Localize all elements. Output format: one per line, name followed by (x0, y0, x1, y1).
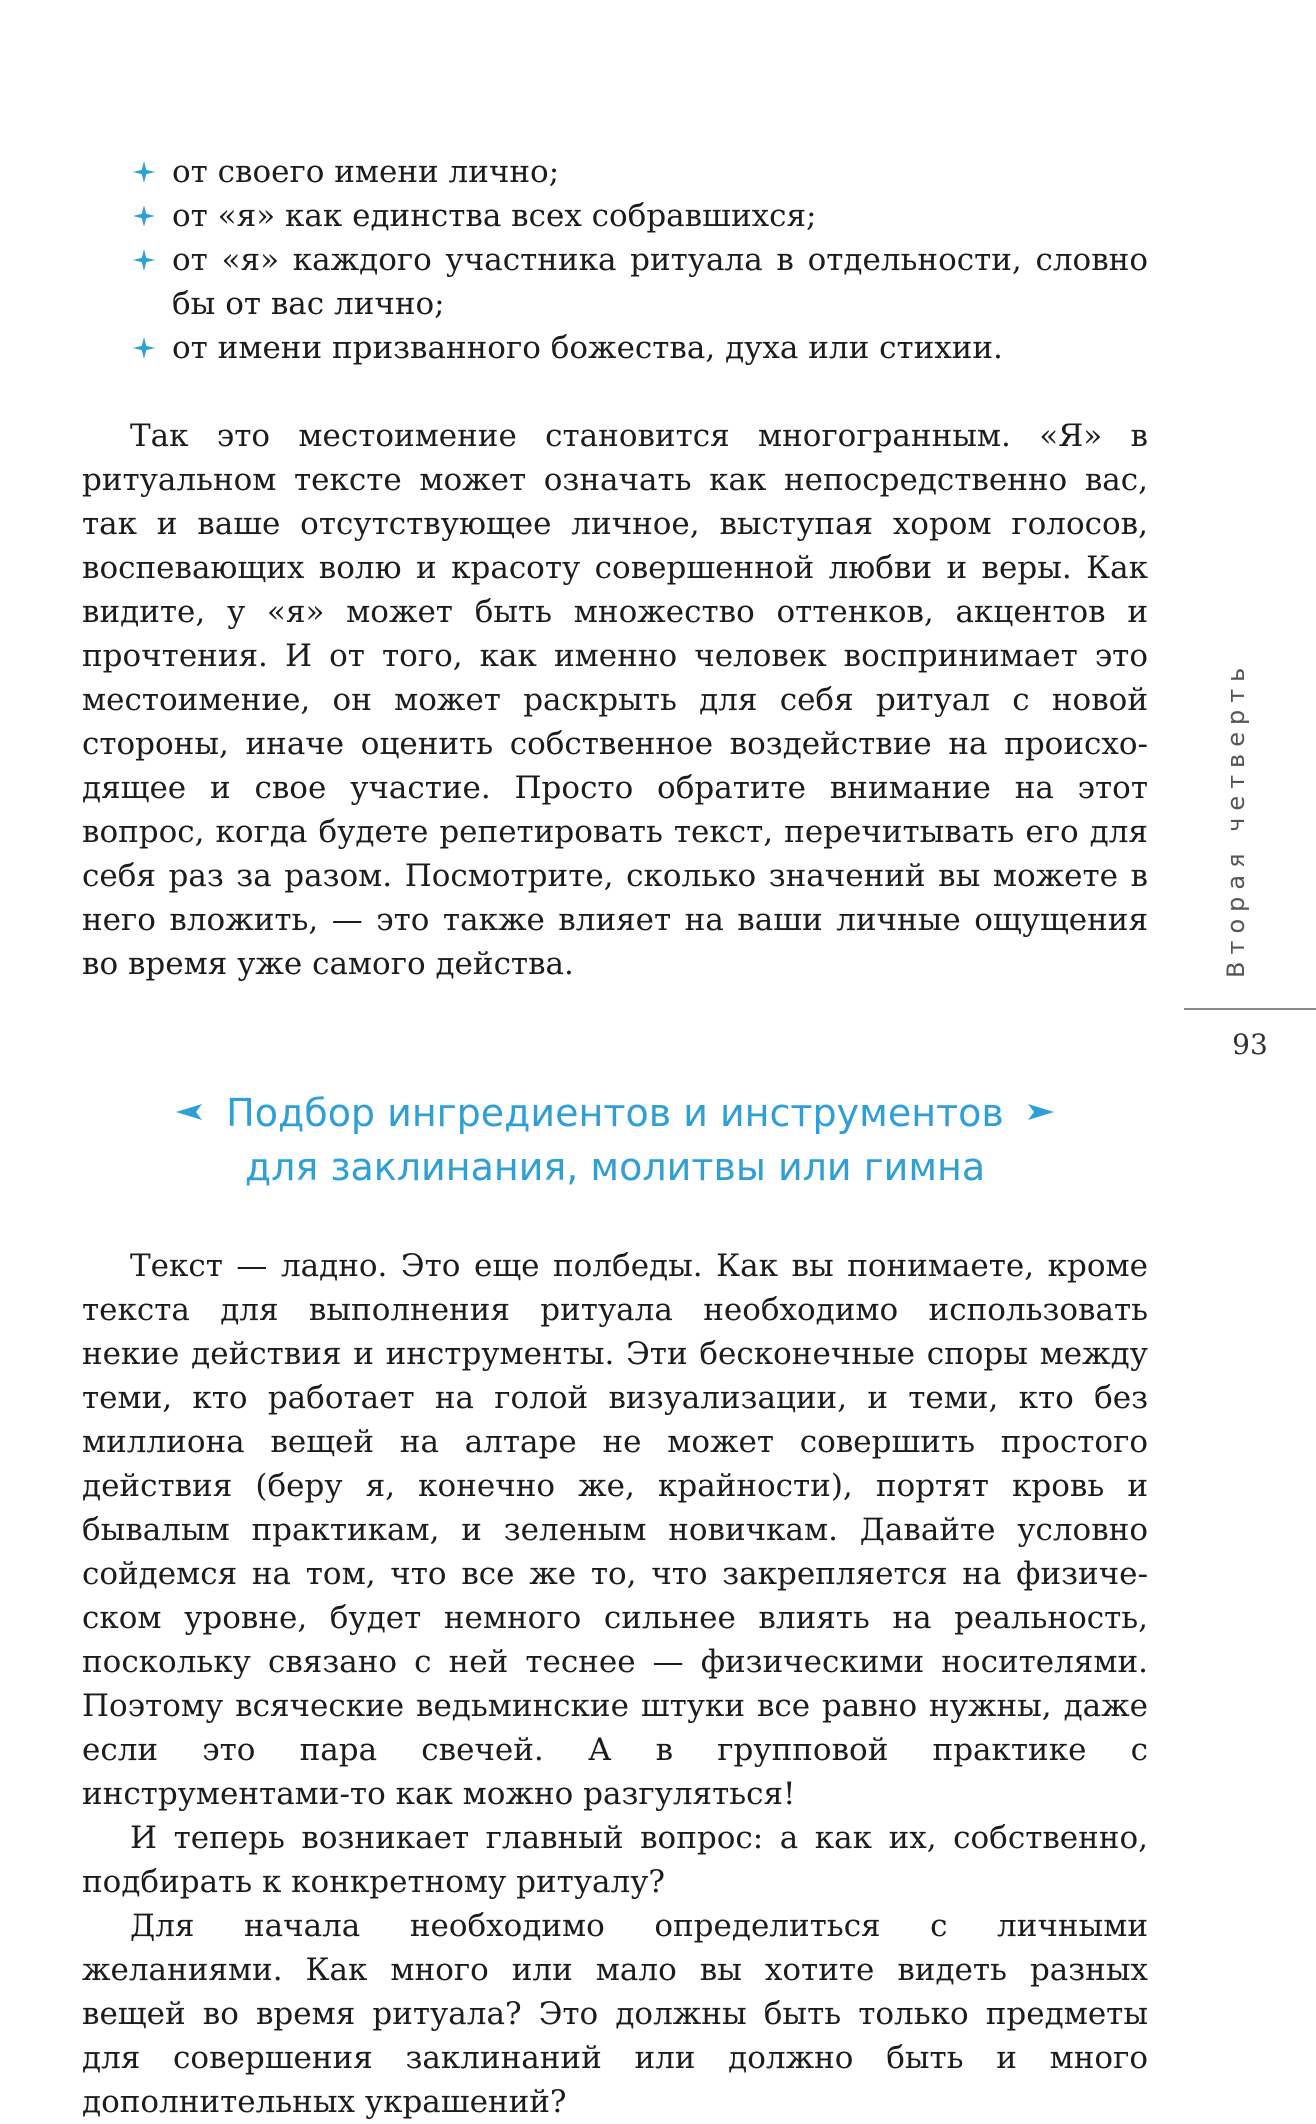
body-paragraph: Для начала необходимо определиться с личными желаниями. Как много или мало вы хотите видеть разных вещей во время ритуала? Это должны быть только предметы для совершения заклинаний или должно быть и много дополнительных украшений? (82, 1908, 1148, 2120)
star-bullet-icon (132, 204, 156, 228)
arrow-right-icon (1026, 1102, 1056, 1122)
list-item (82, 194, 1148, 238)
body-paragraph: Текст — ладно. Это еще полбеды. Как вы понимаете, кроме текста для выполнения ритуала необходимо использовать некие действия и инструменты. Эти бесконечные споры между теми, кто работает на голой визуализации, и теми, кто без миллиона вещей на алтаре не может совершить простого действия (беру я, конечно же, крайности), портят кровь и бывалым практикам, и зеленым новичкам. Давайте условно сойдемся на том, что все же то, что закрепляется на физическом уровне, будет немного сильнее влиять на реальность, поскольку связано с ней теснее — физическими носителями. Поэтому всяческие ведьминские штуки все равно нужны, даже если это пара свечей. А в групповой практике с инструментами-то как можно разгуляться! (82, 1248, 1148, 1812)
list-item (82, 238, 1148, 326)
section-heading-line-2: для заклинания, молитвы или гимна (244, 1145, 986, 1189)
list-item-text: от имени призванного божества, духа или стихии. (172, 330, 1003, 366)
section-heading (82, 1086, 1148, 1194)
body-paragraph: Так это местоимение становится многогранным. «Я» в ритуальном тексте может означать как непосредственно вас, так и ваше отсутствующее личное, выступая хором голосов, воспевающих волю и красоту совершенной любви и веры. Как видите, у «я» может быть множество оттенков, акцентов и прочтения. И от того, как именно человек воспринимает это местоимение, он может раскрыть для себя ритуал с новой стороны, иначе оценить собственное воздействие на происходящее и свое участие. Просто обратите внимание на этот вопрос, когда будете репетировать текст, перечитывать его для себя раз за разом. Посмотрите, сколько значений вы можете в него вложить, — это также влияет на ваши личные ощущения во время уже самого действа. (82, 418, 1148, 982)
main-text-column (82, 150, 1148, 2124)
body-paragraph: И теперь возникает главный вопрос: а как их, собственно, подбирать к конкретному ритуалу? (82, 1820, 1148, 1900)
section-heading-line-1 (82, 1086, 1148, 1140)
arrow-left-icon (174, 1102, 204, 1122)
star-bullet-icon (132, 336, 156, 360)
list-item-text: от «я» каждого участника ритуала в отдельности, словно бы от вас лично; (172, 242, 1148, 322)
star-bullet-icon (132, 248, 156, 272)
heading-text-1: Подбор ингредиентов и инструментов (226, 1091, 1004, 1135)
list-item-text: от своего имени лично; (172, 154, 560, 190)
list-item (82, 150, 1148, 194)
chapter-side-label: Вторая четверть (1222, 660, 1250, 978)
page-number: 93 (1232, 1028, 1268, 1061)
bullet-list (82, 150, 1148, 370)
list-item (82, 326, 1148, 370)
list-item-text: от «я» как единства всех собравшихся; (172, 198, 817, 234)
star-bullet-icon (132, 160, 156, 184)
side-divider (1184, 1008, 1316, 1010)
